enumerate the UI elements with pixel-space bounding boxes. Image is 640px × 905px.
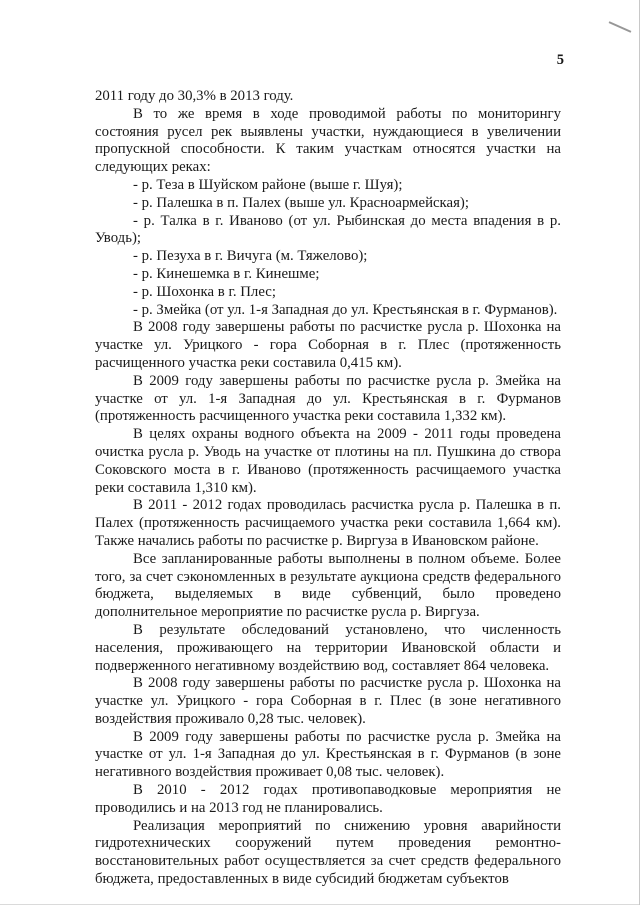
paragraph: - р. Палешка в п. Палех (выше ул. Красноармейская); — [133, 194, 469, 211]
paragraph: - р. Кинешемка в г. Кинешме; — [133, 265, 320, 282]
paragraph: В 2011 - 2012 годах проводилась расчистка русла р. Палешка в п. Палех (протяженность расчищаемого участка реки составила 1,664 км). Также начались работы по расчистке р. Виргуза в Ивановском районе. — [95, 497, 561, 549]
paragraph: Все запланированные работы выполнены в полном объеме. Более того, за счет сэкономленных в результате аукциона средств федерального бюджета, выделяемых в виде субвенций, было проведено дополнительное мероприятие по расчистке русла р. Виргуза. — [95, 550, 561, 621]
paragraph: В 2009 году завершены работы по расчистке русла р. Змейка на участке от ул. 1-я Западная до ул. Крестьянская в г. Фурманов (в зоне негативного воздействия проживает 0,08 тыс. человек). — [95, 728, 561, 781]
paragraph: В результате обследований установлено, что численность населения, проживающего на территории Ивановской области и подверженного негативному воздействию вод, составляет 864 человека. — [95, 621, 561, 674]
paragraph: В 2009 году завершены работы по расчистке русла р. Змейка на участке от ул. 1-я Западная до ул. Крестьянская в г. Фурманов (протяженность расчищенного участка реки составила 1,332 км). — [95, 372, 561, 425]
paragraph: В то же время в ходе проводимой работы по мониторингу состояния русел рек выявлены участки, нуждающиеся в увеличении пропускной способности. К таким участкам относятся участки на следующих реках: — [95, 105, 561, 176]
document-body — [95, 88, 561, 889]
paragraph: В целях охраны водного объекта на 2009 - 2011 годы проведена очистка русла р. Уводь на участке от плотины на пл. Пушкина до створа Соковского моста в г. Иваново (протяженность расчищаемого участка реки составила 1,310 км). — [95, 426, 561, 496]
paragraph: В 2008 году завершены работы по расчистке русла р. Шохонка на участке ул. Урицкого - гора Соборная в г. Плес (протяженность расчищенного участка реки составила 0,415 км). — [95, 319, 561, 371]
paragraph: Реализация мероприятий по снижению уровня аварийности гидротехнических сооружений путем проведения ремонтно-восстановительных работ осуществляется за счет средств федерального бюджета, предоставленных в виде субсидий бюджетам субъектов — [95, 817, 561, 888]
scan-corner-artifact — [609, 21, 632, 33]
paragraph: - р. Шохонка в г. Плес; — [133, 283, 276, 300]
paragraph: В 2010 - 2012 годах противопаводковые мероприятия не проводились и на 2013 год не планировались. — [95, 782, 561, 816]
paragraph: 2011 году до 30,3% в 2013 году. — [95, 88, 294, 104]
paragraph: В 2008 году завершены работы по расчистке русла р. Шохонка на участке ул. Урицкого - гора Соборная в г. Плес (в зоне негативного воздействия проживало 0,28 тыс. человек). — [95, 675, 561, 727]
paragraph: - р. Теза в Шуйском районе (выше г. Шуя); — [133, 176, 403, 193]
paragraph: - р. Талка в г. Иваново (от ул. Рыбинская до места впадения в р. Уводь); — [95, 212, 561, 247]
paragraph: - р. Змейка (от ул. 1-я Западная до ул. Крестьянская в г. Фурманов). — [133, 301, 558, 318]
page-number: 5 — [556, 52, 564, 68]
paragraph: - р. Пезуха в г. Вичуга (м. Тяжелово); — [133, 248, 368, 265]
